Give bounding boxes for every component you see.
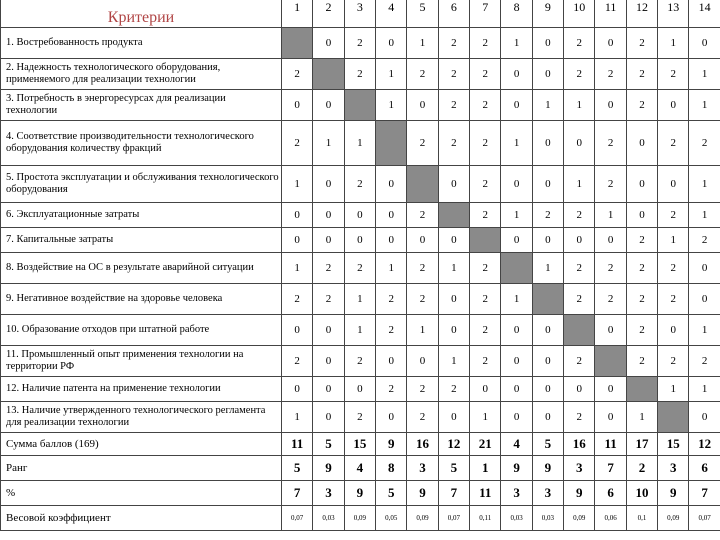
score-cell: 1 — [438, 346, 469, 377]
score-cell: 2 — [564, 253, 595, 284]
score-cell: 1 — [282, 253, 313, 284]
score-cell: 0 — [470, 377, 501, 402]
summary-cell: 3 — [407, 456, 438, 481]
score-cell: 2 — [407, 402, 438, 433]
summary-cell: 12 — [689, 433, 720, 456]
score-cell: 2 — [376, 284, 407, 315]
score-cell: 2 — [689, 121, 720, 166]
summary-cell: 5 — [532, 433, 563, 456]
score-cell: 1 — [626, 402, 657, 433]
score-cell: 0 — [501, 346, 532, 377]
summary-label: Весовой коэффициент — [1, 506, 282, 531]
score-cell: 2 — [282, 59, 313, 90]
column-header: 11 — [595, 0, 626, 28]
diagonal-cell — [501, 253, 532, 284]
summary-cell: 5 — [282, 456, 313, 481]
score-cell: 2 — [564, 402, 595, 433]
summary-cell: 9 — [658, 481, 689, 506]
score-cell: 2 — [595, 121, 626, 166]
score-cell: 0 — [282, 315, 313, 346]
diagonal-cell — [626, 377, 657, 402]
score-cell: 1 — [532, 253, 563, 284]
summary-cell: 10 — [626, 481, 657, 506]
score-cell: 0 — [626, 121, 657, 166]
score-cell: 0 — [376, 346, 407, 377]
score-cell: 0 — [313, 203, 344, 228]
score-cell: 2 — [626, 346, 657, 377]
diagonal-cell — [470, 228, 501, 253]
summary-cell: 5 — [376, 481, 407, 506]
criterion-row — [1, 90, 720, 121]
score-cell: 0 — [313, 166, 344, 203]
summary-cell: 6 — [689, 456, 720, 481]
summary-cell: 0,07 — [438, 506, 469, 531]
score-cell: 2 — [658, 346, 689, 377]
diagonal-cell — [344, 90, 375, 121]
score-cell: 0 — [313, 377, 344, 402]
score-cell: 0 — [532, 315, 563, 346]
score-cell: 2 — [407, 203, 438, 228]
score-cell: 1 — [689, 59, 720, 90]
score-cell: 2 — [438, 377, 469, 402]
score-cell: 0 — [658, 166, 689, 203]
score-cell: 2 — [282, 284, 313, 315]
score-cell: 2 — [470, 253, 501, 284]
score-cell: 0 — [376, 203, 407, 228]
score-cell: 2 — [595, 284, 626, 315]
summary-cell: 0,05 — [376, 506, 407, 531]
score-cell: 0 — [501, 315, 532, 346]
diagonal-cell — [658, 402, 689, 433]
criterion-row — [1, 284, 720, 315]
score-cell: 0 — [595, 377, 626, 402]
score-cell: 0 — [532, 166, 563, 203]
score-cell: 2 — [470, 28, 501, 59]
score-cell: 0 — [501, 377, 532, 402]
score-cell: 1 — [501, 121, 532, 166]
score-cell: 0 — [376, 228, 407, 253]
column-header: 2 — [313, 0, 344, 28]
score-cell: 1 — [658, 228, 689, 253]
score-cell: 0 — [282, 228, 313, 253]
column-header: 10 — [564, 0, 595, 28]
score-cell: 1 — [564, 90, 595, 121]
summary-row — [1, 481, 720, 506]
criterion-label: 5. Простота эксплуатации и обслуживания технологического оборудования — [1, 166, 282, 203]
summary-cell: 0,03 — [532, 506, 563, 531]
score-cell: 0 — [532, 228, 563, 253]
score-cell: 2 — [626, 315, 657, 346]
score-cell: 2 — [626, 59, 657, 90]
summary-cell: 0,03 — [501, 506, 532, 531]
summary-label: Сумма баллов (169) — [1, 433, 282, 456]
score-cell: 2 — [595, 253, 626, 284]
score-cell: 1 — [344, 284, 375, 315]
summary-row — [1, 506, 720, 531]
diagonal-cell — [438, 203, 469, 228]
summary-cell: 3 — [313, 481, 344, 506]
score-cell: 2 — [344, 166, 375, 203]
score-cell: 2 — [658, 253, 689, 284]
score-cell: 1 — [501, 284, 532, 315]
score-cell: 0 — [313, 28, 344, 59]
score-cell: 0 — [689, 253, 720, 284]
score-cell: 0 — [376, 166, 407, 203]
summary-cell: 16 — [407, 433, 438, 456]
summary-cell: 7 — [438, 481, 469, 506]
criterion-row — [1, 377, 720, 402]
column-header: 9 — [532, 0, 563, 28]
criterion-row — [1, 59, 720, 90]
score-cell: 0 — [532, 121, 563, 166]
score-cell: 1 — [282, 402, 313, 433]
score-cell: 0 — [501, 228, 532, 253]
criterion-label: 4. Соответствие производительности технологического оборудования количеству фракций — [1, 121, 282, 166]
summary-cell: 0,09 — [564, 506, 595, 531]
criterion-label: 10. Образование отходов при штатной работе — [1, 315, 282, 346]
score-cell: 0 — [532, 28, 563, 59]
summary-cell: 9 — [313, 456, 344, 481]
score-cell: 0 — [282, 90, 313, 121]
score-cell: 0 — [658, 315, 689, 346]
column-header: 1 — [282, 0, 313, 28]
score-cell: 0 — [313, 346, 344, 377]
score-cell: 1 — [313, 121, 344, 166]
score-cell: 0 — [344, 203, 375, 228]
score-cell: 2 — [564, 203, 595, 228]
score-cell: 0 — [532, 377, 563, 402]
summary-cell: 3 — [532, 481, 563, 506]
score-cell: 0 — [501, 402, 532, 433]
score-cell: 1 — [376, 59, 407, 90]
score-cell: 2 — [689, 346, 720, 377]
score-cell: 0 — [595, 315, 626, 346]
column-header: 12 — [626, 0, 657, 28]
score-cell: 2 — [564, 284, 595, 315]
score-cell: 0 — [501, 59, 532, 90]
score-cell: 1 — [501, 28, 532, 59]
summary-cell: 7 — [595, 456, 626, 481]
score-cell: 2 — [407, 59, 438, 90]
score-cell: 2 — [658, 59, 689, 90]
summary-cell: 0,07 — [282, 506, 313, 531]
summary-cell: 7 — [689, 481, 720, 506]
score-cell: 0 — [376, 402, 407, 433]
summary-cell: 6 — [595, 481, 626, 506]
summary-cell: 3 — [564, 456, 595, 481]
score-cell: 2 — [658, 284, 689, 315]
summary-cell: 12 — [438, 433, 469, 456]
score-cell: 2 — [564, 346, 595, 377]
header-row — [1, 0, 720, 28]
summary-cell: 9 — [564, 481, 595, 506]
score-cell: 1 — [689, 315, 720, 346]
score-cell: 2 — [438, 59, 469, 90]
score-cell: 0 — [564, 377, 595, 402]
score-cell: 2 — [407, 121, 438, 166]
diagonal-cell — [407, 166, 438, 203]
score-cell: 2 — [407, 284, 438, 315]
summary-row — [1, 456, 720, 481]
score-cell: 1 — [438, 253, 469, 284]
score-cell: 0 — [595, 28, 626, 59]
score-cell: 2 — [658, 203, 689, 228]
score-cell: 2 — [313, 253, 344, 284]
score-cell: 0 — [626, 203, 657, 228]
score-cell: 1 — [658, 28, 689, 59]
score-cell: 1 — [595, 203, 626, 228]
criteria-header: Критерии — [1, 0, 282, 28]
score-cell: 2 — [626, 28, 657, 59]
criterion-label: 2. Надежность технологического оборудования, применяемого для реализации технологии — [1, 59, 282, 90]
score-cell: 0 — [532, 346, 563, 377]
score-cell: 2 — [470, 315, 501, 346]
summary-cell: 15 — [658, 433, 689, 456]
summary-cell: 0,06 — [595, 506, 626, 531]
score-cell: 2 — [376, 315, 407, 346]
score-cell: 2 — [626, 90, 657, 121]
summary-cell: 11 — [470, 481, 501, 506]
score-cell: 2 — [658, 121, 689, 166]
summary-cell: 7 — [282, 481, 313, 506]
score-cell: 2 — [595, 166, 626, 203]
score-cell: 0 — [595, 228, 626, 253]
criterion-row — [1, 315, 720, 346]
criterion-label: 7. Капитальные затраты — [1, 228, 282, 253]
criterion-row — [1, 203, 720, 228]
criterion-row — [1, 402, 720, 433]
summary-cell: 16 — [564, 433, 595, 456]
score-cell: 0 — [376, 28, 407, 59]
column-header: 3 — [344, 0, 375, 28]
score-cell: 0 — [438, 402, 469, 433]
score-cell: 1 — [344, 315, 375, 346]
column-header: 8 — [501, 0, 532, 28]
score-cell: 2 — [407, 253, 438, 284]
score-cell: 2 — [313, 284, 344, 315]
summary-cell: 9 — [501, 456, 532, 481]
summary-cell: 4 — [344, 456, 375, 481]
summary-cell: 0,1 — [626, 506, 657, 531]
summary-cell: 1 — [470, 456, 501, 481]
score-cell: 1 — [689, 166, 720, 203]
criterion-label: 11. Промышленный опыт применения технологии на территории РФ — [1, 346, 282, 377]
summary-cell: 0,11 — [470, 506, 501, 531]
matrix-body — [1, 0, 720, 531]
summary-label: % — [1, 481, 282, 506]
criterion-label: 3. Потребность в энергоресурсах для реализации технологии — [1, 90, 282, 121]
score-cell: 1 — [689, 90, 720, 121]
score-cell: 2 — [689, 228, 720, 253]
column-header: 13 — [658, 0, 689, 28]
summary-cell: 9 — [407, 481, 438, 506]
score-cell: 1 — [689, 203, 720, 228]
criterion-label: 8. Воздействие на ОС в результате аварийной ситуации — [1, 253, 282, 284]
summary-cell: 11 — [282, 433, 313, 456]
summary-cell: 4 — [501, 433, 532, 456]
score-cell: 0 — [532, 59, 563, 90]
score-cell: 0 — [689, 28, 720, 59]
score-cell: 2 — [626, 253, 657, 284]
score-cell: 1 — [689, 377, 720, 402]
column-header: 14 — [689, 0, 720, 28]
summary-cell: 2 — [626, 456, 657, 481]
score-cell: 2 — [438, 121, 469, 166]
score-cell: 2 — [376, 377, 407, 402]
score-cell: 2 — [470, 90, 501, 121]
summary-cell: 8 — [376, 456, 407, 481]
score-cell: 2 — [626, 228, 657, 253]
score-cell: 1 — [376, 253, 407, 284]
criterion-row — [1, 228, 720, 253]
score-cell: 1 — [282, 166, 313, 203]
score-cell: 0 — [313, 90, 344, 121]
diagonal-cell — [376, 121, 407, 166]
score-cell: 2 — [438, 28, 469, 59]
criterion-label: 1. Востребованность продукта — [1, 28, 282, 59]
score-cell: 2 — [564, 28, 595, 59]
column-header: 5 — [407, 0, 438, 28]
score-cell: 0 — [407, 90, 438, 121]
score-cell: 0 — [407, 228, 438, 253]
diagonal-cell — [313, 59, 344, 90]
criterion-label: 13. Наличие утвержденного технологического регламента для реализации технологии — [1, 402, 282, 433]
score-cell: 2 — [438, 90, 469, 121]
score-cell: 1 — [407, 28, 438, 59]
summary-cell: 9 — [532, 456, 563, 481]
score-cell: 2 — [470, 284, 501, 315]
score-cell: 0 — [626, 166, 657, 203]
score-cell: 0 — [689, 402, 720, 433]
score-cell: 0 — [313, 402, 344, 433]
diagonal-cell — [564, 315, 595, 346]
score-cell: 2 — [470, 346, 501, 377]
score-cell: 0 — [501, 166, 532, 203]
criterion-row — [1, 166, 720, 203]
summary-cell: 9 — [376, 433, 407, 456]
score-cell: 2 — [626, 284, 657, 315]
score-cell: 1 — [532, 90, 563, 121]
score-cell: 2 — [344, 402, 375, 433]
score-cell: 1 — [344, 121, 375, 166]
score-cell: 0 — [438, 315, 469, 346]
diagonal-cell — [282, 28, 313, 59]
score-cell: 0 — [438, 166, 469, 203]
score-cell: 2 — [470, 59, 501, 90]
score-cell: 0 — [564, 121, 595, 166]
score-cell: 1 — [564, 166, 595, 203]
score-cell: 0 — [595, 402, 626, 433]
score-cell: 2 — [282, 346, 313, 377]
criterion-label: 6. Эксплуатационные затраты — [1, 203, 282, 228]
summary-cell: 11 — [595, 433, 626, 456]
diagonal-cell — [532, 284, 563, 315]
score-cell: 0 — [344, 377, 375, 402]
summary-cell: 5 — [438, 456, 469, 481]
summary-cell: 3 — [501, 481, 532, 506]
score-cell: 1 — [407, 315, 438, 346]
summary-cell: 5 — [313, 433, 344, 456]
score-cell: 0 — [532, 402, 563, 433]
score-cell: 2 — [564, 59, 595, 90]
summary-cell: 0,09 — [658, 506, 689, 531]
score-cell: 2 — [282, 121, 313, 166]
score-cell: 2 — [470, 203, 501, 228]
summary-cell: 0,09 — [344, 506, 375, 531]
summary-cell: 0,09 — [407, 506, 438, 531]
score-cell: 0 — [564, 228, 595, 253]
summary-cell: 21 — [470, 433, 501, 456]
score-cell: 0 — [438, 228, 469, 253]
score-cell: 1 — [658, 377, 689, 402]
score-cell: 0 — [689, 284, 720, 315]
column-header: 4 — [376, 0, 407, 28]
summary-cell: 15 — [344, 433, 375, 456]
score-cell: 2 — [470, 121, 501, 166]
summary-cell: 3 — [658, 456, 689, 481]
score-cell: 0 — [658, 90, 689, 121]
column-header: 7 — [470, 0, 501, 28]
score-cell: 0 — [313, 315, 344, 346]
criterion-row — [1, 253, 720, 284]
criterion-label: 9. Негативное воздействие на здоровье человека — [1, 284, 282, 315]
summary-label: Ранг — [1, 456, 282, 481]
score-cell: 2 — [470, 166, 501, 203]
summary-cell: 9 — [344, 481, 375, 506]
criterion-label: 12. Наличие патента на применение технологии — [1, 377, 282, 402]
score-cell: 2 — [344, 28, 375, 59]
score-cell: 0 — [407, 346, 438, 377]
score-cell: 2 — [344, 253, 375, 284]
summary-cell: 0,07 — [689, 506, 720, 531]
score-cell: 0 — [595, 90, 626, 121]
summary-row — [1, 433, 720, 456]
summary-cell: 17 — [626, 433, 657, 456]
diagonal-cell — [595, 346, 626, 377]
summary-cell: 0,03 — [313, 506, 344, 531]
score-cell: 2 — [407, 377, 438, 402]
score-cell: 0 — [344, 228, 375, 253]
score-cell: 1 — [501, 203, 532, 228]
score-cell: 0 — [438, 284, 469, 315]
score-cell: 1 — [470, 402, 501, 433]
score-cell: 0 — [501, 90, 532, 121]
criterion-row — [1, 121, 720, 166]
score-cell: 2 — [344, 346, 375, 377]
criterion-row — [1, 28, 720, 59]
criterion-row — [1, 346, 720, 377]
score-cell: 2 — [532, 203, 563, 228]
score-cell: 0 — [313, 228, 344, 253]
score-cell: 2 — [595, 59, 626, 90]
column-header: 6 — [438, 0, 469, 28]
score-cell: 2 — [344, 59, 375, 90]
score-cell: 0 — [282, 377, 313, 402]
score-cell: 0 — [282, 203, 313, 228]
score-cell: 1 — [376, 90, 407, 121]
